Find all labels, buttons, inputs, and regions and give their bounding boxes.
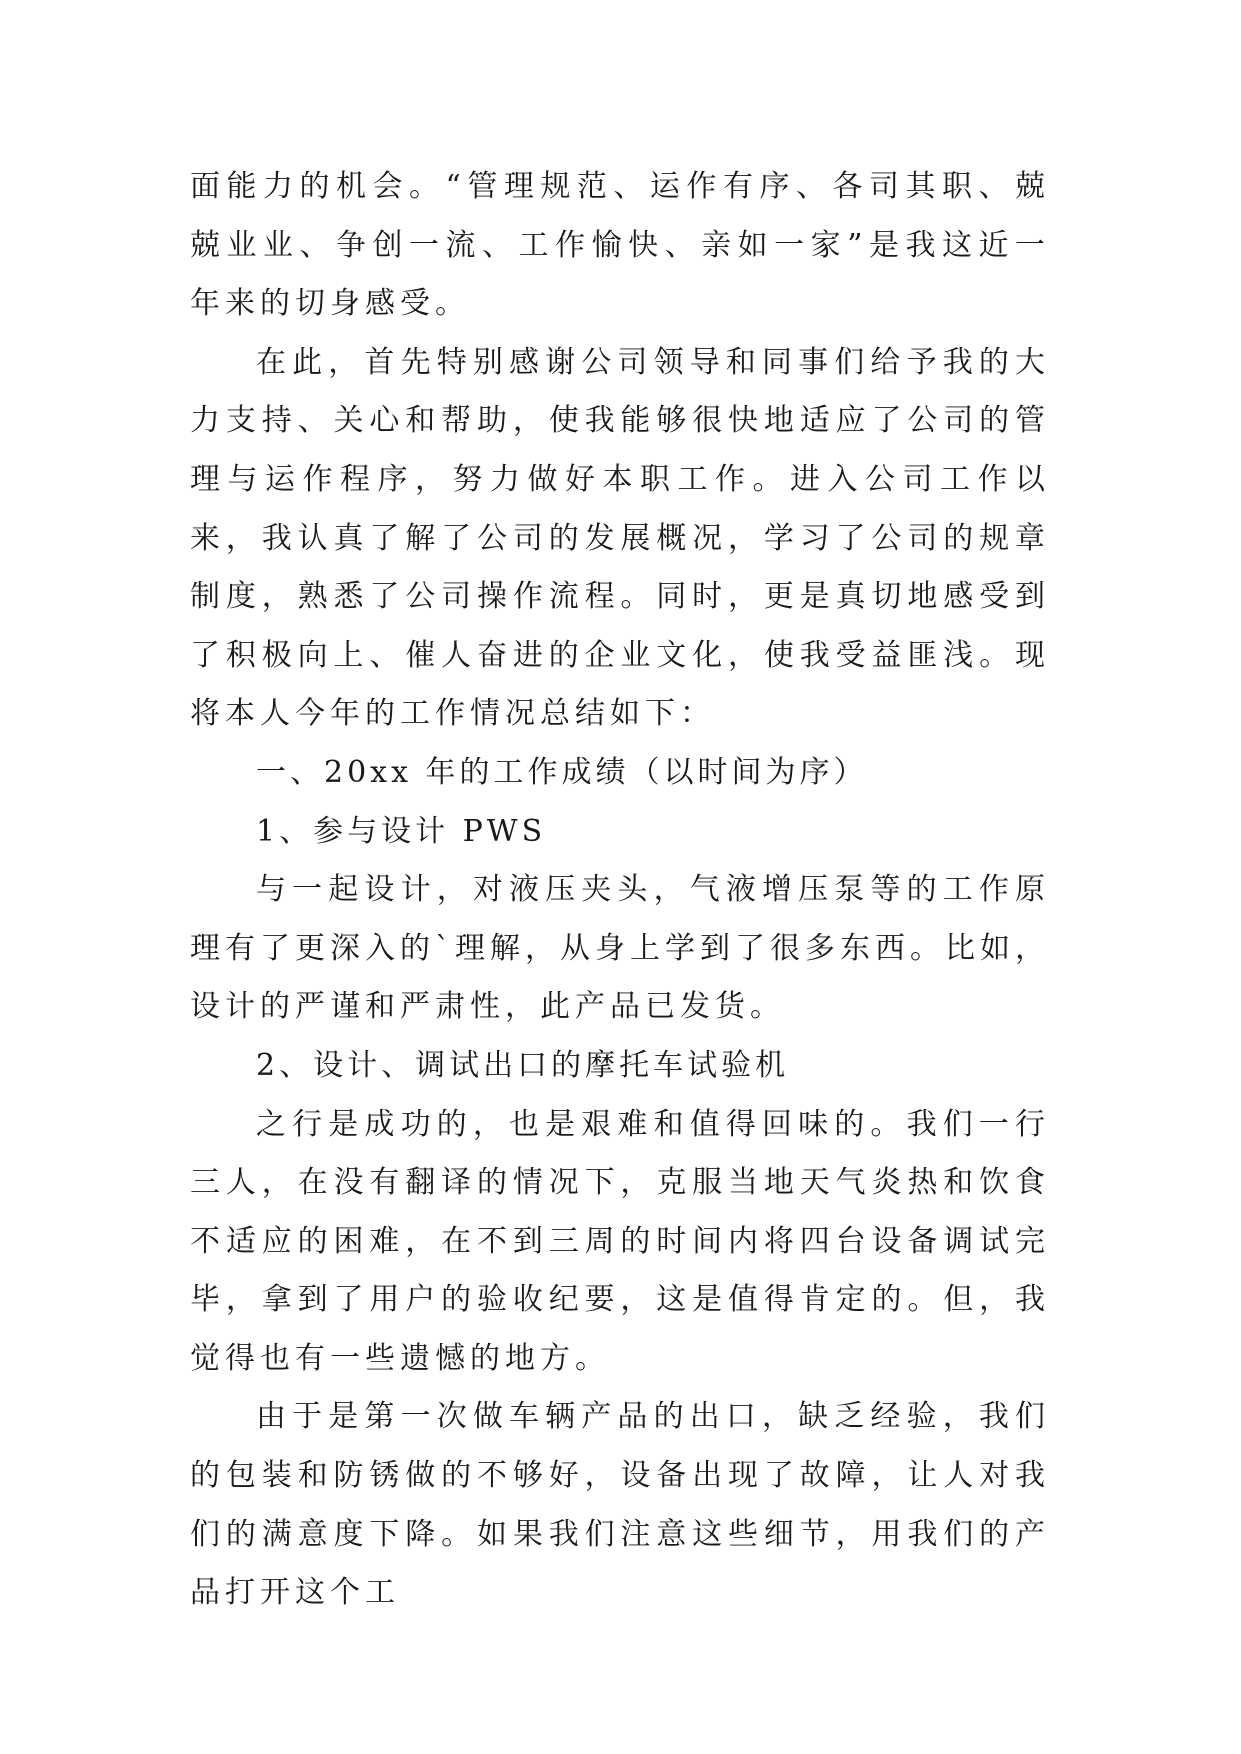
paragraph-2: 在此，首先特别感谢公司领导和同事们给予我的大力支持、关心和帮助，使我能够很快地适应了公司的管理与运作程序，努力做好本职工作。进入公司工作以来，我认真了解了公司的发展概况，学习了公司的规章制度，熟悉了公司操作流程。同时，更是真切地感受到了积极向上、催人奋进的企业文化，使我受益匪浅。现将本人今年的工作情况总结如下：	[190, 344, 1050, 732]
subheading-1: 1、参与设计 PWS	[256, 813, 547, 849]
paragraph-1: 面能力的机会。“管理规范、运作有序、各司其职、兢兢业业、争创一流、工作愉快、亲如一家”是我这近一年来的切身感受。	[190, 169, 1050, 322]
subheading-2: 2、设计、调试出口的摩托车试验机	[256, 1047, 790, 1083]
document-body	[190, 158, 1050, 1623]
paragraph-4: 之行是成功的，也是艰难和值得回味的。我们一行三人，在没有翻译的情况下，克服当地天气炎热和饮食不适应的困难，在不到三周的时间内将四台设备调试完毕，拿到了用户的验收纪要，这是值得肯定的。但，我觉得也有一些遗憾的地方。	[190, 1106, 1050, 1376]
paragraph-3: 与一起设计，对液压夹头，气液增压泵等的工作原理有了更深入的`理解，从身上学到了很多东西。比如，设计的严谨和严肃性，此产品已发货。	[190, 872, 1050, 1025]
paragraph-5: 由于是第一次做车辆产品的出口，缺乏经验，我们的包装和防锈做的不够好，设备出现了故障，让人对我们的满意度下降。如果我们注意这些细节，用我们的产品打开这个工	[190, 1399, 1050, 1611]
section-heading-1: 一、20xx 年的工作成绩（以时间为序）	[256, 754, 868, 790]
